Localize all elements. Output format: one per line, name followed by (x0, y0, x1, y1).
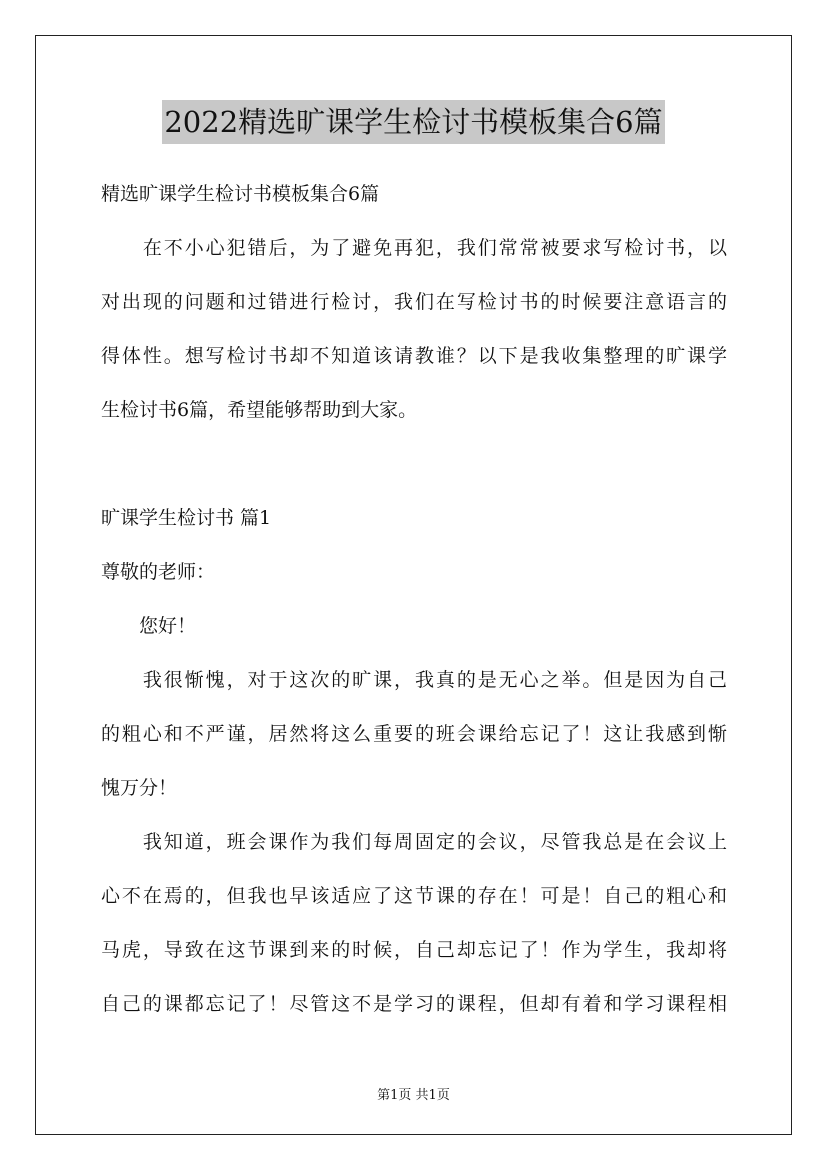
title-container (0, 100, 827, 144)
document-title: 2022精选旷课学生检讨书模板集合6篇 (162, 100, 664, 144)
paragraph1-line-1: 我很惭愧，对于这次的旷课，我真的是无心之举。但是因为自己 (101, 669, 727, 691)
paragraph1-line-3: 愧万分！ (101, 777, 178, 799)
intro-line-4: 生检讨书6篇，希望能够帮助到大家。 (101, 399, 418, 421)
greeting: 您好！ (101, 615, 197, 637)
salutation: 尊敬的老师： (101, 561, 216, 583)
intro-line-3: 得体性。想写检讨书却不知道该请教谁？以下是我收集整理的旷课学 (101, 345, 727, 367)
intro-line-2: 对出现的问题和过错进行检讨，我们在写检讨书的时候要注意语言的 (101, 291, 727, 313)
paragraph2-line-4: 自己的课都忘记了！尽管这不是学习的课程，但却有着和学习课程相 (101, 993, 727, 1015)
page-number-footer: 第1页 共1页 (377, 1088, 450, 1103)
intro-line-1: 在不小心犯错后，为了避免再犯，我们常常被要求写检讨书，以 (101, 237, 727, 259)
paragraph2-line-3: 马虎，导致在这节课到来的时候，自己却忘记了！作为学生，我却将 (101, 939, 727, 961)
paragraph1-line-2: 的粗心和不严谨，居然将这么重要的班会课给忘记了！这让我感到惭 (101, 723, 727, 745)
section-heading: 旷课学生检讨书 篇1 (101, 507, 272, 529)
document-subtitle: 精选旷课学生检讨书模板集合6篇 (101, 183, 380, 205)
paragraph2-line-1: 我知道，班会课作为我们每周固定的会议，尽管我总是在会议上 (101, 831, 727, 853)
paragraph2-line-2: 心不在焉的，但我也早该适应了这节课的存在！可是！自己的粗心和 (101, 885, 727, 907)
